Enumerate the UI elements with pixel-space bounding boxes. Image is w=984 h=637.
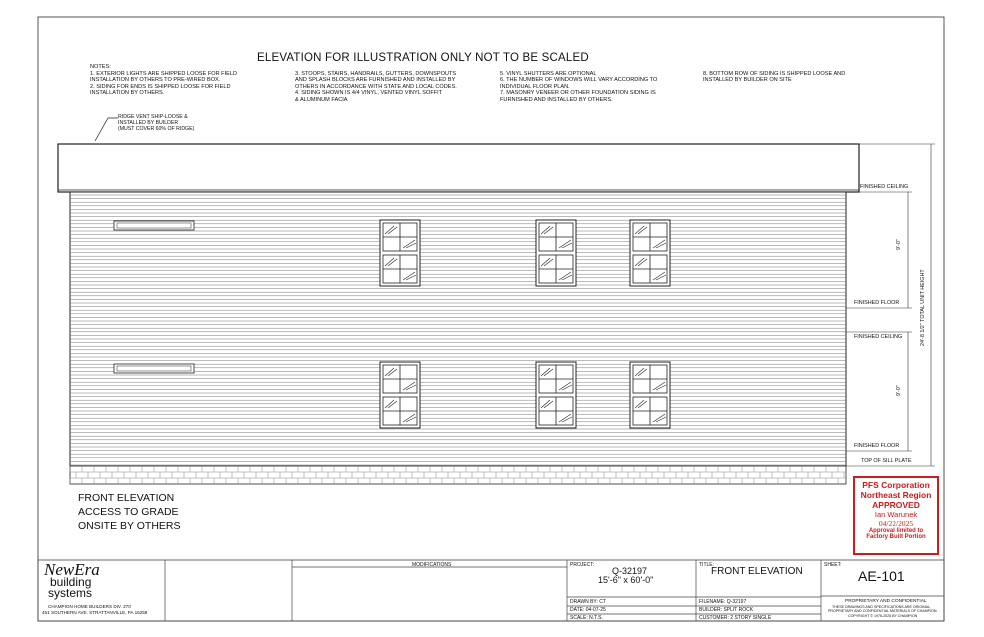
ridge-vent-note: RIDGE VENT SHIP-LOOSE & INSTALLED BY BUILDER (MUST COVER 60% OF RIDGE) — [118, 114, 195, 132]
proprietary-line-2: PROPRIETARY AND CONFIDENTIAL MATERIALS OF CHAMPION. — [828, 609, 938, 613]
notes-column-4: 8. BOTTOM ROW OF SIDING IS SHIPPED LOOSE AND INSTALLED BY BUILDER ON SITE — [703, 71, 846, 84]
title-label: TITLE: — [699, 562, 715, 568]
ridge-vent-leader — [95, 118, 118, 141]
window — [630, 220, 670, 286]
project-number: Q-32197 — [612, 566, 648, 576]
window — [536, 220, 576, 286]
dim-total-height: 24'-8 1/2" TOTAL UNIT HEIGHT — [920, 269, 926, 346]
foundation-veneer — [70, 466, 846, 484]
vent — [114, 364, 194, 373]
filename: FILENAME: Q-32197 — [699, 599, 747, 605]
proprietary-line-1: THESE DRAWINGS AND SPECIFICATIONS ARE ORIGINAL, — [832, 605, 932, 609]
notes-column-1: 1. EXTERIOR LIGHTS ARE SHIPPED LOOSE FOR FIELD INSTALLATION BY OTHERS TO PRE-WIRED BOX. 2. SIDING FOR ENDS IS SHIPPED LOOSE FOR FIELD INSTALLATION BY OTHERS. — [90, 71, 238, 97]
drawing-scale: SCALE: N.T.S. — [570, 615, 603, 621]
drawn-by: DRAWN BY: CT — [570, 599, 606, 605]
label-finished-floor-upper: FINISHED FLOOR — [854, 300, 900, 306]
notes-column-3: 5. VINYL SHUTTERS ARE OPTIONAL 6. THE NUMBER OF WINDOWS WILL VARY ACCORDING TO INDIVIDUAL FLOOR PLAN. 7. MASONRY VENEER OR OTHER FOUNDATION SIDING IS FURNISHED AND INSTALLED BY OTHERS. — [500, 71, 658, 103]
modifications-label: MODIFICATIONS — [412, 562, 452, 568]
window — [380, 362, 420, 428]
dim-upper-story: 9'-0" — [896, 239, 902, 250]
window — [536, 362, 576, 428]
company-logo: NewEra building systems CHAMPION HOME BUILDERS DIV. 270 451 SOUTHERN AVE. STRATTANVILLE, PA 16258 — [42, 560, 148, 615]
wall-siding — [70, 192, 846, 466]
sheet-label: SHEET: — [824, 562, 842, 568]
drawing-date: DATE: 04-07-25 — [570, 607, 606, 613]
proprietary-title: PROPRIETARY AND CONFIDENTIAL — [845, 599, 927, 604]
sheet-number: AE-101 — [858, 568, 905, 584]
approval-stamp: PFS Corporation Northeast Region APPROVED Ian Warunek 04/22/2025 Approval limited to Factory Built Portion — [853, 476, 939, 555]
label-finished-floor-lower: FINISHED FLOOR — [854, 443, 900, 449]
notes-label: NOTES: — [90, 64, 111, 70]
drawing-title: FRONT ELEVATION — [711, 566, 803, 577]
project-label: PROJECT: — [570, 562, 595, 568]
vent — [114, 221, 194, 230]
drawing-heading: ELEVATION FOR ILLUSTRATION ONLY NOT TO BE SCALED — [257, 52, 589, 64]
builder: BUILDER: SPLIT ROCK — [699, 607, 754, 613]
notes-column-2: 3. STOOPS, STAIRS, HANDRAILS, GUTTERS, DOWNSPOUTS AND SPLASH BLOCKS ARE FURNISHED AND INSTALLED BY OTHERS IN ACCORDANCE WITH STATE AND LOCAL CODES. 4. SIDING SHOWN IS 4/4 VINYL, VENTED VINYL SOFFIT & ALUMINUM FACIA — [295, 71, 457, 103]
dim-lower-story: 9'-0" — [896, 385, 902, 396]
roof-fascia — [58, 144, 859, 192]
proprietary-copyright: COPYRIGHT © 1976-2025 BY CHAMPION — [848, 614, 918, 618]
project-size: 15'-6" x 60'-0" — [598, 575, 654, 585]
front-elevation-label: FRONT ELEVATION ACCESS TO GRADE ONSITE BY OTHERS — [78, 492, 181, 532]
window — [630, 362, 670, 428]
window — [380, 220, 420, 286]
customer: CUSTOMER: 2 STORY SINGLE — [699, 615, 772, 621]
label-finished-ceiling-top: FINISHED CEILING — [860, 184, 909, 190]
label-top-of-sill: TOP OF SILL PLATE — [861, 458, 912, 464]
label-finished-ceiling-lower: FINISHED CEILING — [854, 334, 903, 340]
title-block-frame — [38, 560, 944, 621]
